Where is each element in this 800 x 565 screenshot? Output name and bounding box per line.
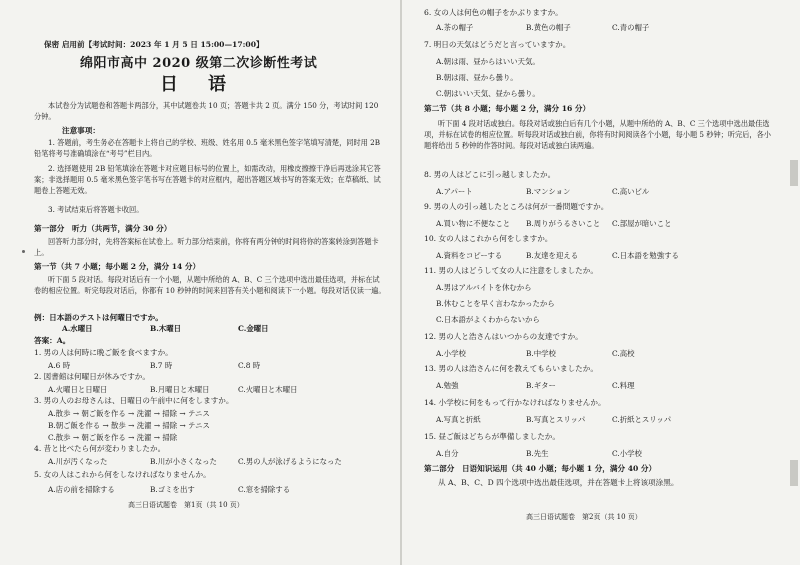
answer-option: A.資料をコピーする <box>436 251 503 260</box>
answer-option: B.ギター <box>526 381 556 390</box>
answer-option: C.青の帽子 <box>612 23 650 32</box>
example-answer: 答案：A。 <box>34 336 71 345</box>
question-text: 3. 男の人のお母さんは、日曜日の午前中に何をしますか。 <box>34 396 234 405</box>
question-text: 10. 女の人はこれから何をしますか。 <box>424 234 553 243</box>
answer-option: B.月曜日と木曜日 <box>150 385 210 394</box>
question-text: 9. 男の人の引っ越したところは何が一番問題ですか。 <box>424 202 609 211</box>
answer-option: B.7 時 <box>150 361 173 370</box>
scan-edge-mark <box>790 460 798 486</box>
answer-option: B.マンション <box>526 187 571 196</box>
answer-option: B.朝は雨、昼から曇り。 <box>436 73 518 82</box>
answer-option: B.周りがうるさいこと <box>526 219 601 228</box>
question-text: 2. 図書館は何曜日が休みですか。 <box>34 372 150 381</box>
binding-hole-mark <box>22 250 25 253</box>
question-text: 11. 男の人はどうして女の人に注意をしましたか。 <box>424 266 598 275</box>
question-text: 1. 男の人は何時に晩ご飯を食べますか。 <box>34 348 173 357</box>
answer-option: B.ゴミを出す <box>150 485 195 494</box>
part2-title: 第二部分 日语知识运用（共 40 小题；每小题 1 分，满分 40 分） <box>424 464 657 473</box>
answer-option: C.折紙とスリッパ <box>612 415 672 424</box>
answer-option: C.部屋が暗いこと <box>612 219 672 228</box>
answer-option: A.火曜日と日曜日 <box>48 385 108 394</box>
question-text: 15. 昼ご飯はどちらが準備しましたか。 <box>424 432 560 441</box>
question-text: 12. 男の人と浩さんはいつからの友達ですか。 <box>424 332 583 341</box>
answer-option: B.友達を迎える <box>526 251 579 260</box>
answer-option: A.小学校 <box>436 349 466 358</box>
answer-option: C.日本語を勉強する <box>612 251 679 260</box>
answer-option: C.料理 <box>612 381 635 390</box>
subject-title: 日 语 <box>160 74 232 95</box>
note-item: 2. 选择题使用 2B 铅笔填涂在答题卡对应题目标号的位置上，如需改动，用橡皮擦擦干净后再选涂其它答案；非选择题用 0.5 毫米黑色签字笔书写在答题卡的对应框内，超出答题区域书写的答案无效；在草稿纸、试题卷上答题无效。 <box>34 164 381 195</box>
answer-option: C.窓を掃除する <box>238 485 291 494</box>
answer-option: B.黄色の帽子 <box>526 23 571 32</box>
right-page <box>402 0 800 565</box>
part2-description: 从 A、B、C、D 四个选项中选出最佳选项，并在答题卡上将该项涂黑。 <box>438 478 679 487</box>
answer-option: B.朝ご飯を作る → 散歩 → 洗濯 → 掃除 → テニス <box>48 421 210 430</box>
exam-title: 绵阳市高中 2020 级第二次诊断性考试 <box>80 56 318 71</box>
answer-option: C.散歩 → 朝ご飯を作る → 洗濯 → 掃除 <box>48 433 178 442</box>
section1-title: 第一节（共 7 小题；每小题 2 分，满分 14 分） <box>34 262 201 271</box>
note-item: 3. 考试结束后将答题卡收回。 <box>48 205 144 214</box>
note-item: 1. 答题前，考生务必在答题卡上将自己的学校、班级、姓名用 0.5 毫米黑色签字笔填写清楚，同时用 2B 铅笔将考号准确填涂在“考号”栏目内。 <box>34 138 380 158</box>
notes-heading: 注意事项： <box>62 126 100 135</box>
example-question: 例：日本語のテストは何曜日ですか。 <box>34 313 163 322</box>
answer-option: C.日本語がよくわからないから <box>436 315 540 324</box>
exam-header: 保密 启用前【考试时间：2023 年 1 月 5 日 15:00—17:00】 <box>44 40 264 49</box>
answer-option: C.高校 <box>612 349 635 358</box>
question-text: 14. 小学校に何をもって行かなければなりませんか。 <box>424 398 606 407</box>
section2-description: 听下面 4 段对话或独白。每段对话或独白后有几个小题，从题中所给的 A、B、C 三个选项中选出最佳选项，并标在试卷的相应位置。听每段对话或独白前，你将有时间阅读各个小题，每小题 5 秒钟；听完后，各小题将给出 5 秒钟的作答时间。每段对话或独白读两遍。 <box>424 119 771 150</box>
answer-option: A.店の前を掃除する <box>48 485 115 494</box>
page-footer: 高三日语试题卷 第1页（共 10 页） <box>128 501 244 509</box>
part1-description: 回答听力部分时，先将答案标在试卷上。听力部分结束前，你将有两分钟的时间将你的答案转涂到答题卡上。 <box>34 237 379 257</box>
question-text: 13. 男の人は浩さんに何を教えてもらいましたか。 <box>424 364 598 373</box>
question-text: 4. 昔と比べたら何が変わりましたか。 <box>34 444 166 453</box>
example-option: C.金曜日 <box>238 324 269 333</box>
answer-option: C.小学校 <box>612 449 642 458</box>
section1-description: 听下面 5 段对话。每段对话后有一个小题，从题中所给的 A、B、C 三个选项中选出最佳选项，并标在试卷的相应位置。听完每段对话后，你都有 10 秒钟的时间来回答有关小题和阅读下一小题。每段对话仅读一遍。 <box>34 275 386 295</box>
example-option: A.水曜日 <box>62 324 93 333</box>
answer-option: B.先生 <box>526 449 549 458</box>
answer-option: A.朝は雨、昼からはいい天気。 <box>436 57 540 66</box>
question-text: 6. 女の人は何色の帽子をかぶりますか。 <box>424 8 563 17</box>
answer-option: A.自分 <box>436 449 459 458</box>
answer-option: C.高いビル <box>612 187 650 196</box>
answer-option: A.散歩 → 朝ご飯を作る → 洗濯 → 掃除 → テニス <box>48 409 210 418</box>
answer-option: A.6 時 <box>48 361 71 370</box>
question-text: 5. 女の人はこれから何をしなければなりませんか。 <box>34 470 211 479</box>
answer-option: B.休むことを早く言わなかったから <box>436 299 555 308</box>
part1-title: 第一部分 听力（共两节，满分 30 分） <box>34 224 172 233</box>
answer-option: A.川が汚くなった <box>48 457 108 466</box>
answer-option: A.男はアルバイトを休むから <box>436 283 532 292</box>
answer-option: C.男の人が泳げるようになった <box>238 457 342 466</box>
answer-option: C.8 時 <box>238 361 261 370</box>
answer-option: A.アパート <box>436 187 473 196</box>
page-footer: 高三日语试题卷 第2页（共 10 页） <box>526 513 642 521</box>
answer-option: B.中学校 <box>526 349 556 358</box>
question-text: 8. 男の人はどこに引っ越しましたか。 <box>424 170 556 179</box>
scan-edge-mark <box>790 160 798 186</box>
answer-option: B.写真とスリッパ <box>526 415 586 424</box>
answer-option: A.茶の帽子 <box>436 23 474 32</box>
question-text: 7. 明日の天気はどうだと言っていますか。 <box>424 40 571 49</box>
answer-option: A.写真と折紙 <box>436 415 481 424</box>
section2-title: 第二节（共 8 小题；每小题 2 分，满分 16 分） <box>424 104 591 113</box>
intro-paragraph: 本试卷分为试题卷和答题卡两部分，其中试题卷共 10 页；答题卡共 2 页。满分 150 分，考试时间 120 分钟。 <box>34 101 379 121</box>
example-option: B.木曜日 <box>150 324 181 333</box>
answer-option: A.買い物に不便なこと <box>436 219 511 228</box>
answer-option: B.川が小さくなった <box>150 457 217 466</box>
answer-option: C.火曜日と木曜日 <box>238 385 298 394</box>
answer-option: A.勉強 <box>436 381 459 390</box>
answer-option: C.朝はいい天気、昼から曇り。 <box>436 89 540 98</box>
